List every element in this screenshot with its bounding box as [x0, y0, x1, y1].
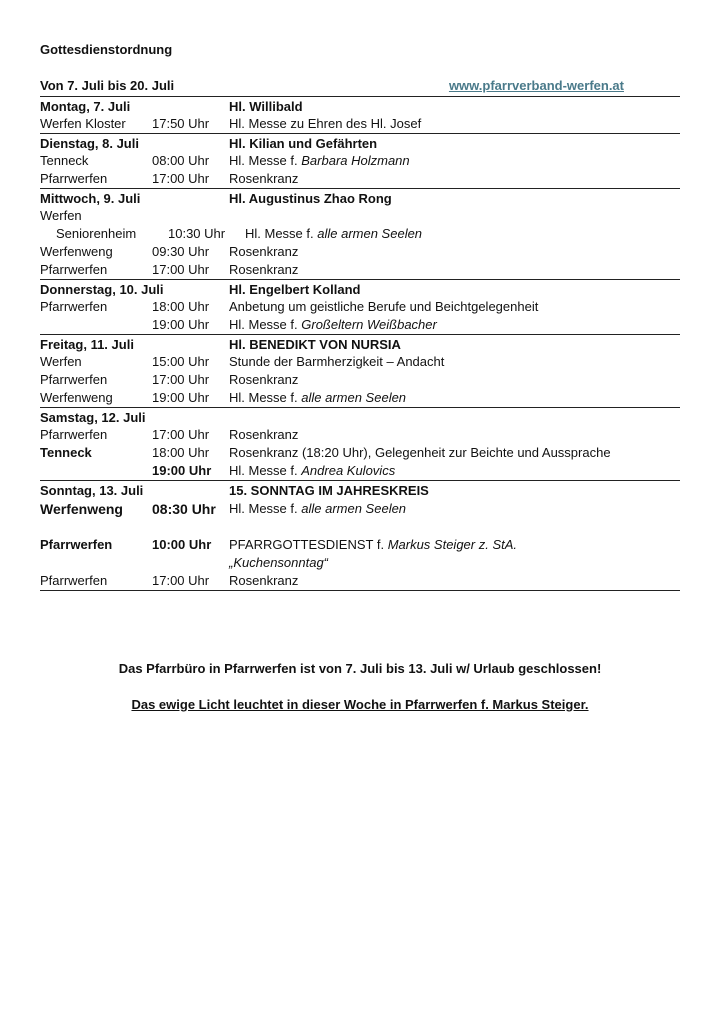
service-place: Tenneck — [40, 153, 89, 168]
service-row — [40, 225, 680, 243]
day-feast: Hl. Augustinus Zhao Rong — [229, 191, 392, 206]
service-time: 19:00 Uhr — [152, 390, 210, 405]
mass-intention: Andrea Kulovics — [301, 463, 396, 478]
day-feast: Hl. Willibald — [229, 99, 303, 114]
day-date: Dienstag, 8. Juli — [40, 136, 139, 151]
service-time: 08:00 Uhr — [152, 153, 210, 168]
day-feast: Hl. Engelbert Kolland — [229, 282, 361, 297]
service-event: Rosenkranz — [229, 171, 299, 186]
service-event: Hl. Messe f. — [229, 317, 302, 332]
service-place: Tenneck — [40, 445, 92, 460]
service-time: 10:00 Uhr — [152, 537, 212, 552]
service-row — [40, 500, 680, 518]
mass-intention: alle armen Seelen — [301, 390, 407, 405]
service-event: Hl. Messe f. — [229, 463, 302, 478]
day-wednesday — [40, 189, 680, 280]
service-row — [40, 426, 680, 444]
service-place: Pfarrwerfen — [40, 262, 108, 277]
website-link[interactable]: www.pfarrverband-werfen.at — [448, 78, 624, 93]
service-time: 09:30 Uhr — [152, 244, 210, 259]
service-time: 17:00 Uhr — [152, 573, 210, 588]
day-date: Freitag, 11. Juli — [40, 337, 134, 352]
service-row — [40, 316, 680, 334]
service-time: 17:00 Uhr — [152, 372, 210, 387]
service-event: Rosenkranz (18:20 Uhr), Gelegenheit zur Beichte und Aussprache — [229, 445, 611, 460]
service-event: Rosenkranz — [229, 427, 299, 442]
day-date: Mittwoch, 9. Juli — [40, 191, 141, 206]
service-row — [40, 152, 680, 170]
place-heading: Werfen — [40, 208, 82, 223]
mass-intention: Barbara Holzmann — [301, 153, 410, 168]
day-monday — [40, 97, 680, 134]
service-row — [40, 536, 680, 554]
service-event: Hl. Messe zu Ehren des Hl. Josef — [229, 116, 422, 131]
day-sunday — [40, 481, 680, 591]
service-time: 17:00 Uhr — [152, 262, 210, 277]
service-row — [40, 261, 680, 279]
service-event: Rosenkranz — [229, 372, 299, 387]
service-row — [40, 170, 680, 188]
service-event: Anbetung um geistliche Berufe und Beichtgelegenheit — [229, 299, 539, 314]
service-event: Hl. Messe f. — [229, 390, 302, 405]
mass-intention: Großeltern Weißbacher — [301, 317, 437, 332]
service-place: Pfarrwerfen — [40, 372, 108, 387]
office-closed-note: Das Pfarrbüro in Pfarrwerfen ist von 7. Juli bis 13. Juli w/ Urlaub geschlossen! — [118, 661, 602, 676]
service-place — [40, 316, 152, 334]
service-time: 17:00 Uhr — [152, 427, 210, 442]
announcements — [0, 659, 720, 715]
service-time: 18:00 Uhr — [152, 445, 210, 460]
service-row — [40, 115, 680, 133]
service-row-continued — [40, 554, 680, 572]
service-place: Pfarrwerfen — [40, 171, 108, 186]
service-time: 17:00 Uhr — [152, 171, 210, 186]
service-place: Pfarrwerfen — [40, 537, 113, 552]
service-row — [40, 353, 680, 371]
service-time: 18:00 Uhr — [152, 299, 210, 314]
service-row — [40, 444, 680, 462]
mass-intention: alle armen Seelen — [317, 226, 423, 241]
day-tuesday — [40, 134, 680, 189]
day-date: Montag, 7. Juli — [40, 99, 131, 114]
service-place: Werfen Kloster — [40, 116, 126, 131]
document-title: Gottesdienstordnung — [40, 42, 173, 57]
day-thursday — [40, 280, 680, 335]
day-date: Sonntag, 13. Juli — [40, 483, 144, 498]
mass-intention: Markus Steiger z. StA. — [387, 537, 518, 552]
service-time: 15:00 Uhr — [152, 354, 210, 369]
day-feast: Hl. Kilian und Gefährten — [229, 136, 378, 151]
service-place: Seniorenheim — [56, 226, 137, 241]
service-time: 10:30 Uhr — [168, 226, 226, 241]
day-feast — [229, 408, 680, 426]
service-time: 17:50 Uhr — [152, 116, 210, 131]
schedule-page — [40, 40, 680, 591]
service-place: Werfenweng — [40, 501, 123, 517]
service-event: Hl. Messe f. — [245, 226, 318, 241]
service-time: 08:30 Uhr — [152, 501, 216, 517]
day-date: Donnerstag, 10. Juli — [40, 282, 164, 297]
service-row — [40, 462, 680, 480]
service-row — [40, 572, 680, 590]
service-event: Rosenkranz — [229, 244, 299, 259]
service-time: 19:00 Uhr — [152, 463, 212, 478]
service-event: Rosenkranz — [229, 262, 299, 277]
service-row — [40, 371, 680, 389]
service-row — [40, 389, 680, 407]
service-place: Pfarrwerfen — [40, 573, 108, 588]
date-range-header — [40, 76, 680, 97]
day-date: Samstag, 12. Juli — [40, 410, 146, 425]
eternal-light-note: Das ewige Licht leuchtet in dieser Woche in Pfarrwerfen f. Markus Steiger. — [131, 697, 589, 712]
day-feast: 15. SONNTAG IM JAHRESKREIS — [229, 483, 429, 498]
service-event: Hl. Messe f. — [229, 153, 302, 168]
date-range: Von 7. Juli bis 20. Juli — [40, 78, 175, 93]
service-place: Werfen — [40, 354, 82, 369]
service-time: 19:00 Uhr — [152, 317, 210, 332]
day-saturday — [40, 408, 680, 481]
service-row — [40, 243, 680, 261]
service-event: Hl. Messe f. — [229, 501, 302, 516]
mass-intention: alle armen Seelen — [301, 501, 407, 516]
day-friday — [40, 335, 680, 408]
service-place: Werfenweng — [40, 390, 113, 405]
service-event: PFARRGOTTESDIENST f. — [229, 537, 388, 552]
service-place: Pfarrwerfen — [40, 299, 108, 314]
service-place: Pfarrwerfen — [40, 427, 108, 442]
mass-intention: „Kuchensonntag“ — [229, 555, 329, 570]
service-place: Werfenweng — [40, 244, 113, 259]
service-place — [40, 462, 152, 480]
day-feast: Hl. BENEDIKT VON NURSIA — [229, 337, 401, 352]
service-event: Stunde der Barmherzigkeit – Andacht — [229, 354, 445, 369]
service-row — [40, 298, 680, 316]
service-event: Rosenkranz — [229, 573, 299, 588]
